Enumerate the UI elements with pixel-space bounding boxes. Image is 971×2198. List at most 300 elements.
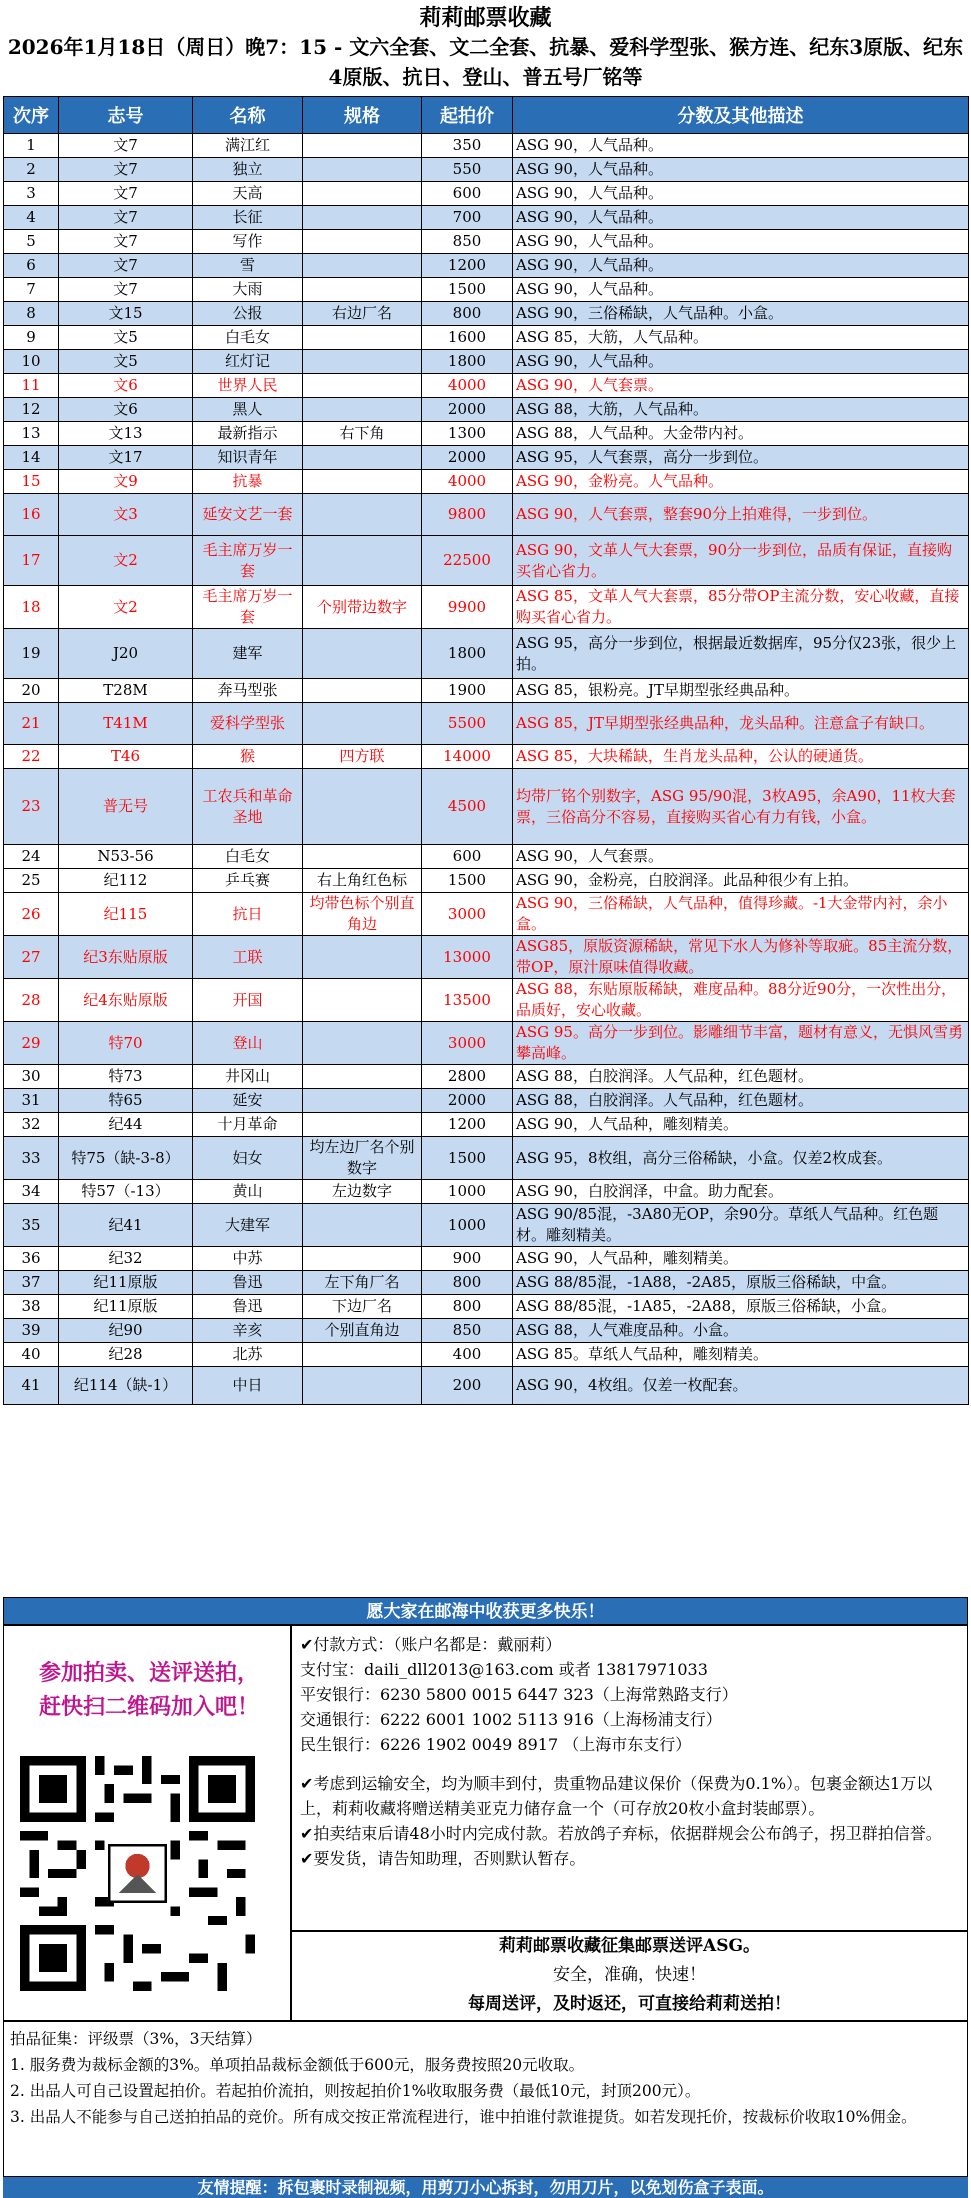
cell-name: 工联 [193, 936, 303, 979]
cell-no: 6 [4, 254, 59, 278]
cell-spec [303, 679, 422, 703]
cell-price: 550 [422, 158, 513, 182]
cell-price: 1500 [422, 869, 513, 893]
cell-desc: ASG 85，JT早期型张经典品种，龙头品种。注意盒子有缺口。 [513, 703, 969, 745]
cell-name: 黄山 [193, 1180, 303, 1204]
cell-price: 700 [422, 206, 513, 230]
cell-desc: ASG 95，高分一步到位，根据最近数据库，95分仅23张，很少上拍。 [513, 629, 969, 679]
cell-desc: ASG 95。高分一步到位。影雕细节丰富，题材有意义，无惧风雪勇攀高峰。 [513, 1022, 969, 1065]
cell-desc: ASG 88，白胶润泽。人气品种，红色题材。 [513, 1089, 969, 1113]
cell-name: 最新指示 [193, 422, 303, 446]
cell-spec: 个别带边数字 [303, 586, 422, 629]
cell-no: 25 [4, 869, 59, 893]
cell-no: 21 [4, 703, 59, 745]
minsheng-account: 民生银行：6226 1902 0049 8917 （上海市东支行） [300, 1735, 692, 1754]
cell-code: 文7 [59, 134, 193, 158]
cell-name: 中日 [193, 1367, 303, 1405]
table-row [4, 230, 969, 254]
cell-name: 大建军 [193, 1204, 303, 1247]
cell-no: 41 [4, 1367, 59, 1405]
table-row [4, 1180, 969, 1204]
cell-no: 7 [4, 278, 59, 302]
cell-code: 特75（缺-3-8） [59, 1137, 193, 1180]
cell-no: 8 [4, 302, 59, 326]
cell-desc: ASG 90，人气品种。 [513, 254, 969, 278]
table-row [4, 1319, 969, 1343]
cell-price: 4000 [422, 470, 513, 494]
table-row [4, 182, 969, 206]
cell-code: 文9 [59, 470, 193, 494]
cell-price: 800 [422, 1271, 513, 1295]
table-row [4, 979, 969, 1022]
cell-no: 23 [4, 769, 59, 845]
cell-no: 20 [4, 679, 59, 703]
cell-desc: ASG 90，人气品种。 [513, 158, 969, 182]
cell-price: 350 [422, 134, 513, 158]
cell-desc: ASG 90，人气品种，雕刻精美。 [513, 1113, 969, 1137]
cell-code: 普无号 [59, 769, 193, 845]
rules-panel [3, 2021, 968, 2177]
cell-no: 13 [4, 422, 59, 446]
cell-desc: ASG 85，大筋，人气品种。 [513, 326, 969, 350]
cell-price: 1500 [422, 278, 513, 302]
cell-no: 1 [4, 134, 59, 158]
header-price: 起拍价 [422, 97, 513, 134]
cell-code: 文7 [59, 278, 193, 302]
cell-desc: ASG 90，人气套票。 [513, 374, 969, 398]
cell-no: 28 [4, 979, 59, 1022]
cell-code: 纪41 [59, 1204, 193, 1247]
lot-table-body [4, 134, 969, 1405]
pingan-account: 平安银行：6230 5800 0015 6447 323（上海常熟路支行） [300, 1685, 738, 1704]
payment-deadline-note: ✔拍卖结束后请48小时内完成付款。若放鸽子弃标，依据群规会公布鸽子，拐卫群拍信誉。 [300, 1824, 942, 1843]
cell-no: 27 [4, 936, 59, 979]
cell-code: 纪4东贴原版 [59, 979, 193, 1022]
table-row [4, 769, 969, 845]
cell-price: 13000 [422, 936, 513, 979]
cell-price: 1800 [422, 629, 513, 679]
cell-code: 纪32 [59, 1247, 193, 1271]
cell-no: 30 [4, 1065, 59, 1089]
cell-spec [303, 629, 422, 679]
cell-name: 毛主席万岁一套 [193, 536, 303, 586]
rule-2: 2. 出品人可自己设置起拍价。若起拍价流拍，则按起拍价1%收取服务费（最低10元，封顶200元）。 [10, 2082, 701, 2100]
table-row [4, 302, 969, 326]
table-row [4, 1113, 969, 1137]
cell-price: 5500 [422, 703, 513, 745]
reminder-banner: 友情提醒：拆包裹时录制视频，用剪刀小心拆封，勿用刀片，以免划伤盒子表面。 [3, 2177, 968, 2198]
lot-table [3, 96, 969, 1405]
cell-name: 中苏 [193, 1247, 303, 1271]
table-row [4, 206, 969, 230]
cell-spec: 四方联 [303, 745, 422, 769]
cell-price: 900 [422, 1247, 513, 1271]
cell-code: 特73 [59, 1065, 193, 1089]
cell-name: 写作 [193, 230, 303, 254]
page-title: 莉莉邮票收藏 [419, 5, 552, 31]
table-row [4, 446, 969, 470]
cell-name: 奔马型张 [193, 679, 303, 703]
table-row [4, 374, 969, 398]
cell-no: 31 [4, 1089, 59, 1113]
table-row [4, 1137, 969, 1180]
cell-price: 3000 [422, 1022, 513, 1065]
cell-code: 纪115 [59, 893, 193, 936]
page-subtitle: 2026年1月18日（周日）晚7：15 - 文六全套、文二全套、抗暴、爱科学型张、猴方连、纪东3原版、纪东4原版、抗日、登山、普五号厂铭等 [7, 35, 964, 89]
table-row [4, 1247, 969, 1271]
cell-no: 9 [4, 326, 59, 350]
cell-price: 4000 [422, 374, 513, 398]
promo-text [14, 1656, 284, 1724]
cell-code: 纪28 [59, 1343, 193, 1367]
cell-code: 纪3东贴原版 [59, 936, 193, 979]
cell-no: 34 [4, 1180, 59, 1204]
table-row [4, 745, 969, 769]
cell-desc: 均带厂铭个别数字，ASG 95/90混，3枚A95，余A90，11枚大套票，三俗高分不容易，直接购买省心有力有钱，小盒。 [513, 769, 969, 845]
cell-name: 独立 [193, 158, 303, 182]
cell-code: 纪11原版 [59, 1271, 193, 1295]
cell-name: 登山 [193, 1022, 303, 1065]
table-row [4, 278, 969, 302]
cell-price: 2800 [422, 1065, 513, 1089]
cell-name: 雪 [193, 254, 303, 278]
cell-price: 2000 [422, 398, 513, 422]
cell-spec [303, 979, 422, 1022]
cell-price: 800 [422, 1295, 513, 1319]
table-row [4, 936, 969, 979]
cell-spec [303, 1113, 422, 1137]
cell-spec [303, 134, 422, 158]
cell-price: 1900 [422, 679, 513, 703]
cell-no: 22 [4, 745, 59, 769]
cell-code: J20 [59, 629, 193, 679]
cell-price: 1000 [422, 1204, 513, 1247]
cell-price: 9900 [422, 586, 513, 629]
cell-name: 大雨 [193, 278, 303, 302]
cell-spec: 均带色标个别直角边 [303, 893, 422, 936]
cell-price: 850 [422, 230, 513, 254]
header-no: 次序 [4, 97, 59, 134]
cell-price: 1000 [422, 1180, 513, 1204]
cell-desc: ASG 90，人气套票。 [513, 845, 969, 869]
promo-line-1: 参加拍卖、送评送拍， [38, 1660, 259, 1686]
table-row [4, 158, 969, 182]
cell-code: 文7 [59, 254, 193, 278]
cell-spec: 右下角 [303, 422, 422, 446]
payment-heading: ✔付款方式：（账户名都是：戴丽莉） [300, 1635, 562, 1654]
rule-1: 1. 服务费为裁标金额的3%。单项拍品裁标金额低于600元，服务费按照20元收取。 [10, 2056, 585, 2074]
cell-desc: ASG 88，人气难度品种。小盒。 [513, 1319, 969, 1343]
cell-price: 800 [422, 302, 513, 326]
cell-price: 14000 [422, 745, 513, 769]
table-row [4, 1295, 969, 1319]
qr-code-icon[interactable] [20, 1756, 255, 1991]
cell-name: 世界人民 [193, 374, 303, 398]
cell-desc: ASG 90，人气品种。 [513, 278, 969, 302]
delivery-note: ✔要发货，请告知助理，否则默认暂存。 [300, 1849, 586, 1868]
cell-name: 妇女 [193, 1137, 303, 1180]
cell-code: 纪44 [59, 1113, 193, 1137]
cell-spec: 右上角红色标 [303, 869, 422, 893]
header-spec: 规格 [303, 97, 422, 134]
cell-price: 3000 [422, 893, 513, 936]
cell-price: 2000 [422, 446, 513, 470]
cell-spec [303, 769, 422, 845]
cell-name: 开国 [193, 979, 303, 1022]
cell-spec [303, 446, 422, 470]
cell-desc: ASG 88/85混，-1A85，-2A88，原版三俗稀缺，小盒。 [513, 1295, 969, 1319]
cell-desc: ASG 90，人气套票，整套90分上拍难得，一步到位。 [513, 494, 969, 536]
cell-desc: ASG 90，金粉亮，白胶润泽。此品种很少有上拍。 [513, 869, 969, 893]
table-row [4, 1343, 969, 1367]
cell-price: 22500 [422, 536, 513, 586]
cell-name: 黑人 [193, 398, 303, 422]
cell-price: 1200 [422, 254, 513, 278]
cell-name: 公报 [193, 302, 303, 326]
cell-no: 35 [4, 1204, 59, 1247]
cell-name: 红灯记 [193, 350, 303, 374]
cell-spec [303, 1367, 422, 1405]
table-row [4, 134, 969, 158]
table-row [4, 254, 969, 278]
cell-code: 文15 [59, 302, 193, 326]
cell-spec [303, 1204, 422, 1247]
cell-spec [303, 1065, 422, 1089]
wish-banner: 愿大家在邮海中收获更多快乐！ [3, 1597, 968, 1625]
table-row [4, 629, 969, 679]
cell-name: 十月革命 [193, 1113, 303, 1137]
cell-code: 文17 [59, 446, 193, 470]
cell-name: 乒乓赛 [193, 869, 303, 893]
cell-spec [303, 470, 422, 494]
cell-spec: 下边厂名 [303, 1295, 422, 1319]
cell-price: 200 [422, 1367, 513, 1405]
cell-name: 辛亥 [193, 1319, 303, 1343]
cell-no: 32 [4, 1113, 59, 1137]
comm-account: 交通银行：6222 6001 1002 5113 916（上海杨浦支行） [300, 1710, 722, 1729]
cell-desc: ASG 88/85混，-1A88，-2A85，原版三俗稀缺，中盒。 [513, 1271, 969, 1295]
cell-spec [303, 703, 422, 745]
cell-code: 纪112 [59, 869, 193, 893]
header-desc: 分数及其他描述 [513, 97, 969, 134]
cell-spec [303, 182, 422, 206]
cell-spec: 左下角厂名 [303, 1271, 422, 1295]
cell-desc: ASG 95，8枚组，高分三俗稀缺，小盒。仅差2枚成套。 [513, 1137, 969, 1180]
table-row [4, 536, 969, 586]
cell-no: 16 [4, 494, 59, 536]
cell-desc: ASG 90，人气品种。 [513, 206, 969, 230]
cell-spec [303, 230, 422, 254]
recruit-panel [291, 1931, 968, 2021]
cell-price: 1300 [422, 422, 513, 446]
table-row [4, 1271, 969, 1295]
cell-spec: 右边厂名 [303, 302, 422, 326]
cell-desc: ASG 85，银粉亮。JT早期型张经典品种。 [513, 679, 969, 703]
table-row [4, 586, 969, 629]
cell-name: 满江红 [193, 134, 303, 158]
cell-code: 文6 [59, 374, 193, 398]
promo-panel [3, 1625, 291, 2021]
cell-desc: ASG 90，人气品种。 [513, 134, 969, 158]
cell-spec [303, 350, 422, 374]
header-name: 名称 [193, 97, 303, 134]
cell-spec [303, 1089, 422, 1113]
alipay-account: 支付宝：daili_dll2013@163.com 或者 13817971033 [300, 1660, 708, 1679]
cell-spec [303, 1247, 422, 1271]
cell-price: 13500 [422, 979, 513, 1022]
cell-price: 2000 [422, 1089, 513, 1113]
cell-name: 白毛女 [193, 326, 303, 350]
cell-desc: ASG 90/85混，-3A80无OP，余90分。草纸人气品种。红色题材。雕刻精美。 [513, 1204, 969, 1247]
header-code: 志号 [59, 97, 193, 134]
cell-desc: ASG 85。草纸人气品种，雕刻精美。 [513, 1343, 969, 1367]
rule-3: 3. 出品人不能参与自己送拍拍品的竞价。所有成交按正常流程进行，谁中拍谁付款谁提货。如若发现托价，按裁标价收取10%佣金。 [10, 2108, 917, 2126]
cell-no: 5 [4, 230, 59, 254]
cell-code: 特70 [59, 1022, 193, 1065]
cell-spec [303, 158, 422, 182]
table-row [4, 703, 969, 745]
cell-code: 文7 [59, 182, 193, 206]
cell-code: 文7 [59, 206, 193, 230]
cell-no: 14 [4, 446, 59, 470]
cell-price: 4500 [422, 769, 513, 845]
cell-name: 长征 [193, 206, 303, 230]
cell-code: 文5 [59, 350, 193, 374]
cell-no: 12 [4, 398, 59, 422]
cell-code: T46 [59, 745, 193, 769]
cell-spec: 个别直角边 [303, 1319, 422, 1343]
cell-desc: ASG85，原版资源稀缺，常见下水人为修补等取疵。85主流分数，带OP，原汁原味值得收藏。 [513, 936, 969, 979]
cell-code: 文2 [59, 586, 193, 629]
cell-price: 600 [422, 845, 513, 869]
cell-no: 18 [4, 586, 59, 629]
cell-desc: ASG 90，三俗稀缺，人气品种。小盒。 [513, 302, 969, 326]
cell-code: T41M [59, 703, 193, 745]
cell-spec [303, 494, 422, 536]
shipping-note: ✔考虑到运输安全，均为顺丰到付，贵重物品建议保价（保费为0.1%）。包裹金额达1万以上，莉莉收藏将赠送精美亚克力储存盒一个（可存放20枚小盒封装邮票）。 [300, 1774, 933, 1818]
cell-code: T28M [59, 679, 193, 703]
cell-code: 纪114（缺-1） [59, 1367, 193, 1405]
table-header-row [4, 97, 969, 134]
table-row [4, 869, 969, 893]
cell-code: 纪11原版 [59, 1295, 193, 1319]
cell-name: 知识青年 [193, 446, 303, 470]
cell-code: 特57（-13） [59, 1180, 193, 1204]
table-row [4, 1065, 969, 1089]
cell-code: 文2 [59, 536, 193, 586]
cell-code: 文3 [59, 494, 193, 536]
cell-desc: ASG 90，人气品种。 [513, 182, 969, 206]
cell-spec [303, 254, 422, 278]
cell-desc: ASG 88，东贴原版稀缺，难度品种。88分近90分，一次性出分，品质好，安心收藏。 [513, 979, 969, 1022]
cell-spec: 左边数字 [303, 1180, 422, 1204]
cell-name: 毛主席万岁一套 [193, 586, 303, 629]
cell-no: 26 [4, 893, 59, 936]
cell-spec: 均左边厂名个别数字 [303, 1137, 422, 1180]
cell-name: 北苏 [193, 1343, 303, 1367]
cell-name: 鲁迅 [193, 1295, 303, 1319]
table-row [4, 398, 969, 422]
cell-name: 鲁迅 [193, 1271, 303, 1295]
cell-desc: ASG 90，人气品种，雕刻精美。 [513, 1247, 969, 1271]
table-row [4, 470, 969, 494]
table-row [4, 679, 969, 703]
recruit-line-1: 莉莉邮票收藏征集邮票送评ASG。 [499, 1936, 760, 1956]
cell-no: 3 [4, 182, 59, 206]
cell-desc: ASG 90，三俗稀缺，人气品种，值得珍藏。-1大金带内衬，余小盒。 [513, 893, 969, 936]
table-row [4, 845, 969, 869]
cell-name: 井冈山 [193, 1065, 303, 1089]
cell-spec [303, 398, 422, 422]
cell-name: 抗暴 [193, 470, 303, 494]
cell-price: 1800 [422, 350, 513, 374]
table-row [4, 1022, 969, 1065]
cell-desc: ASG 90，4枚组。仅差一枚配套。 [513, 1367, 969, 1405]
cell-name: 工农兵和革命圣地 [193, 769, 303, 845]
promo-line-2: 赶快扫二维码加入吧！ [38, 1694, 259, 1720]
cell-code: N53-56 [59, 845, 193, 869]
cell-no: 10 [4, 350, 59, 374]
cell-no: 40 [4, 1343, 59, 1367]
cell-no: 4 [4, 206, 59, 230]
cell-desc: ASG 95，人气套票，高分一步到位。 [513, 446, 969, 470]
cell-price: 1600 [422, 326, 513, 350]
cell-code: 文7 [59, 230, 193, 254]
cell-price: 1200 [422, 1113, 513, 1137]
cell-no: 38 [4, 1295, 59, 1319]
cell-desc: ASG 90，文革人气大套票，90分一步到位，品质有保证，直接购买省心省力。 [513, 536, 969, 586]
cell-no: 19 [4, 629, 59, 679]
table-row [4, 326, 969, 350]
recruit-line-3: 每周送评，及时返还，可直接给莉莉送拍！ [468, 1994, 791, 2014]
cell-name: 抗日 [193, 893, 303, 936]
cell-spec [303, 536, 422, 586]
cell-price: 1500 [422, 1137, 513, 1180]
cell-price: 600 [422, 182, 513, 206]
rules-heading: 拍品征集：评级票（3%，3天结算） [10, 2030, 262, 2048]
cell-spec [303, 936, 422, 979]
cell-spec [303, 206, 422, 230]
cell-price: 400 [422, 1343, 513, 1367]
cell-desc: ASG 88，人气品种。大金带内衬。 [513, 422, 969, 446]
table-row [4, 350, 969, 374]
cell-no: 24 [4, 845, 59, 869]
cell-no: 37 [4, 1271, 59, 1295]
cell-spec [303, 326, 422, 350]
table-row [4, 494, 969, 536]
table-row [4, 1204, 969, 1247]
table-row [4, 1089, 969, 1113]
cell-desc: ASG 90，金粉亮。人气品种。 [513, 470, 969, 494]
table-row [4, 422, 969, 446]
cell-no: 15 [4, 470, 59, 494]
cell-no: 36 [4, 1247, 59, 1271]
cell-desc: ASG 90，人气品种。 [513, 350, 969, 374]
cell-spec [303, 845, 422, 869]
cell-price: 9800 [422, 494, 513, 536]
cell-name: 延安 [193, 1089, 303, 1113]
payment-panel [291, 1625, 968, 1931]
cell-no: 11 [4, 374, 59, 398]
cell-no: 29 [4, 1022, 59, 1065]
cell-name: 猴 [193, 745, 303, 769]
recruit-line-2: 安全，准确，快速！ [553, 1965, 706, 1985]
cell-desc: ASG 90，白胶润泽，中盒。助力配套。 [513, 1180, 969, 1204]
cell-price: 850 [422, 1319, 513, 1343]
cell-spec [303, 1343, 422, 1367]
cell-desc: ASG 88，白胶润泽。人气品种，红色题材。 [513, 1065, 969, 1089]
cell-no: 39 [4, 1319, 59, 1343]
